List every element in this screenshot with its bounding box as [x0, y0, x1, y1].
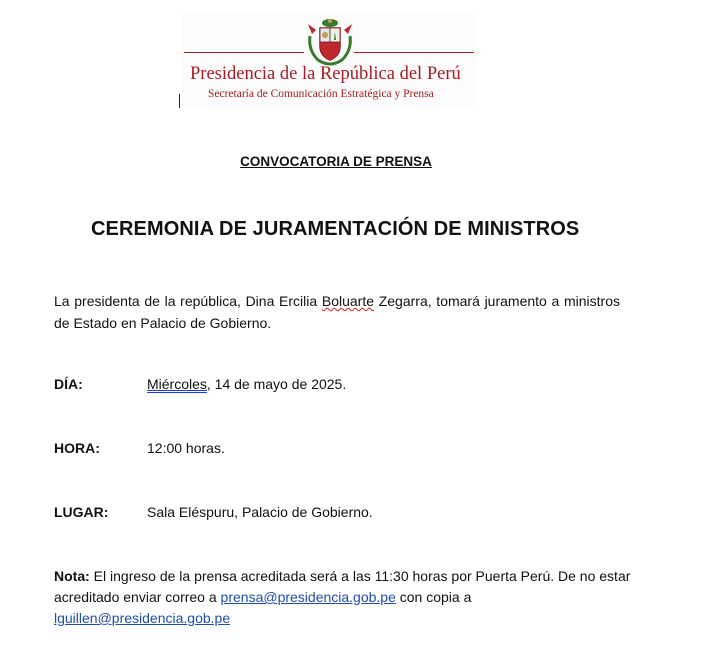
text-cursor	[179, 94, 180, 108]
note-paragraph	[54, 566, 634, 629]
note-text-2: con copia a	[395, 589, 472, 605]
press-email-link[interactable]: prensa@presidencia.gob.pe	[220, 589, 396, 605]
intro-paragraph	[54, 290, 620, 334]
dia-date: , 14 de mayo de 2025.	[206, 376, 347, 392]
hora-value: 12:00 horas.	[147, 440, 225, 456]
spellcheck-flagged-word[interactable]: Boluarte	[321, 293, 375, 309]
letterhead	[182, 14, 475, 106]
press-call-heading	[0, 154, 712, 169]
dia-value	[147, 376, 346, 392]
grammar-flagged-word[interactable]: Miércoles	[147, 376, 207, 392]
letterhead-rule-left	[184, 52, 304, 53]
hora-label: HORA:	[54, 440, 100, 456]
note-text-1: El ingreso de la prensa acreditada será a las 11:30 horas por Puerta Perú. De no estar acreditado enviar correo a	[54, 568, 631, 605]
lugar-value: Sala Eléspuru, Palacio de Gobierno.	[147, 504, 373, 520]
lugar-label: LUGAR:	[54, 504, 109, 520]
intro-text-part2: Zegarra, tomará juramento a ministros de Estado en Palacio de Gobierno.	[54, 293, 620, 331]
press-call-heading-text: CONVOCATORIA DE PRENSA	[240, 154, 432, 169]
letterhead-rule-right	[354, 52, 474, 53]
note-label: Nota:	[54, 568, 90, 584]
letterhead-subtitle: Secretaría de Comunicación Estratégica y Prensa	[208, 88, 434, 100]
coat-of-arms-icon	[306, 16, 354, 66]
intro-text-part1: La presidenta de la república, Dina Ercilia	[54, 293, 322, 309]
letterhead-title: Presidencia de la República del Perú	[190, 64, 461, 84]
cc-email-link[interactable]: lguillen@presidencia.gob.pe	[54, 610, 231, 626]
dia-label: DÍA:	[54, 376, 83, 392]
ceremony-title: CEREMONIA DE JURAMENTACIÓN DE MINISTROS	[91, 218, 580, 240]
